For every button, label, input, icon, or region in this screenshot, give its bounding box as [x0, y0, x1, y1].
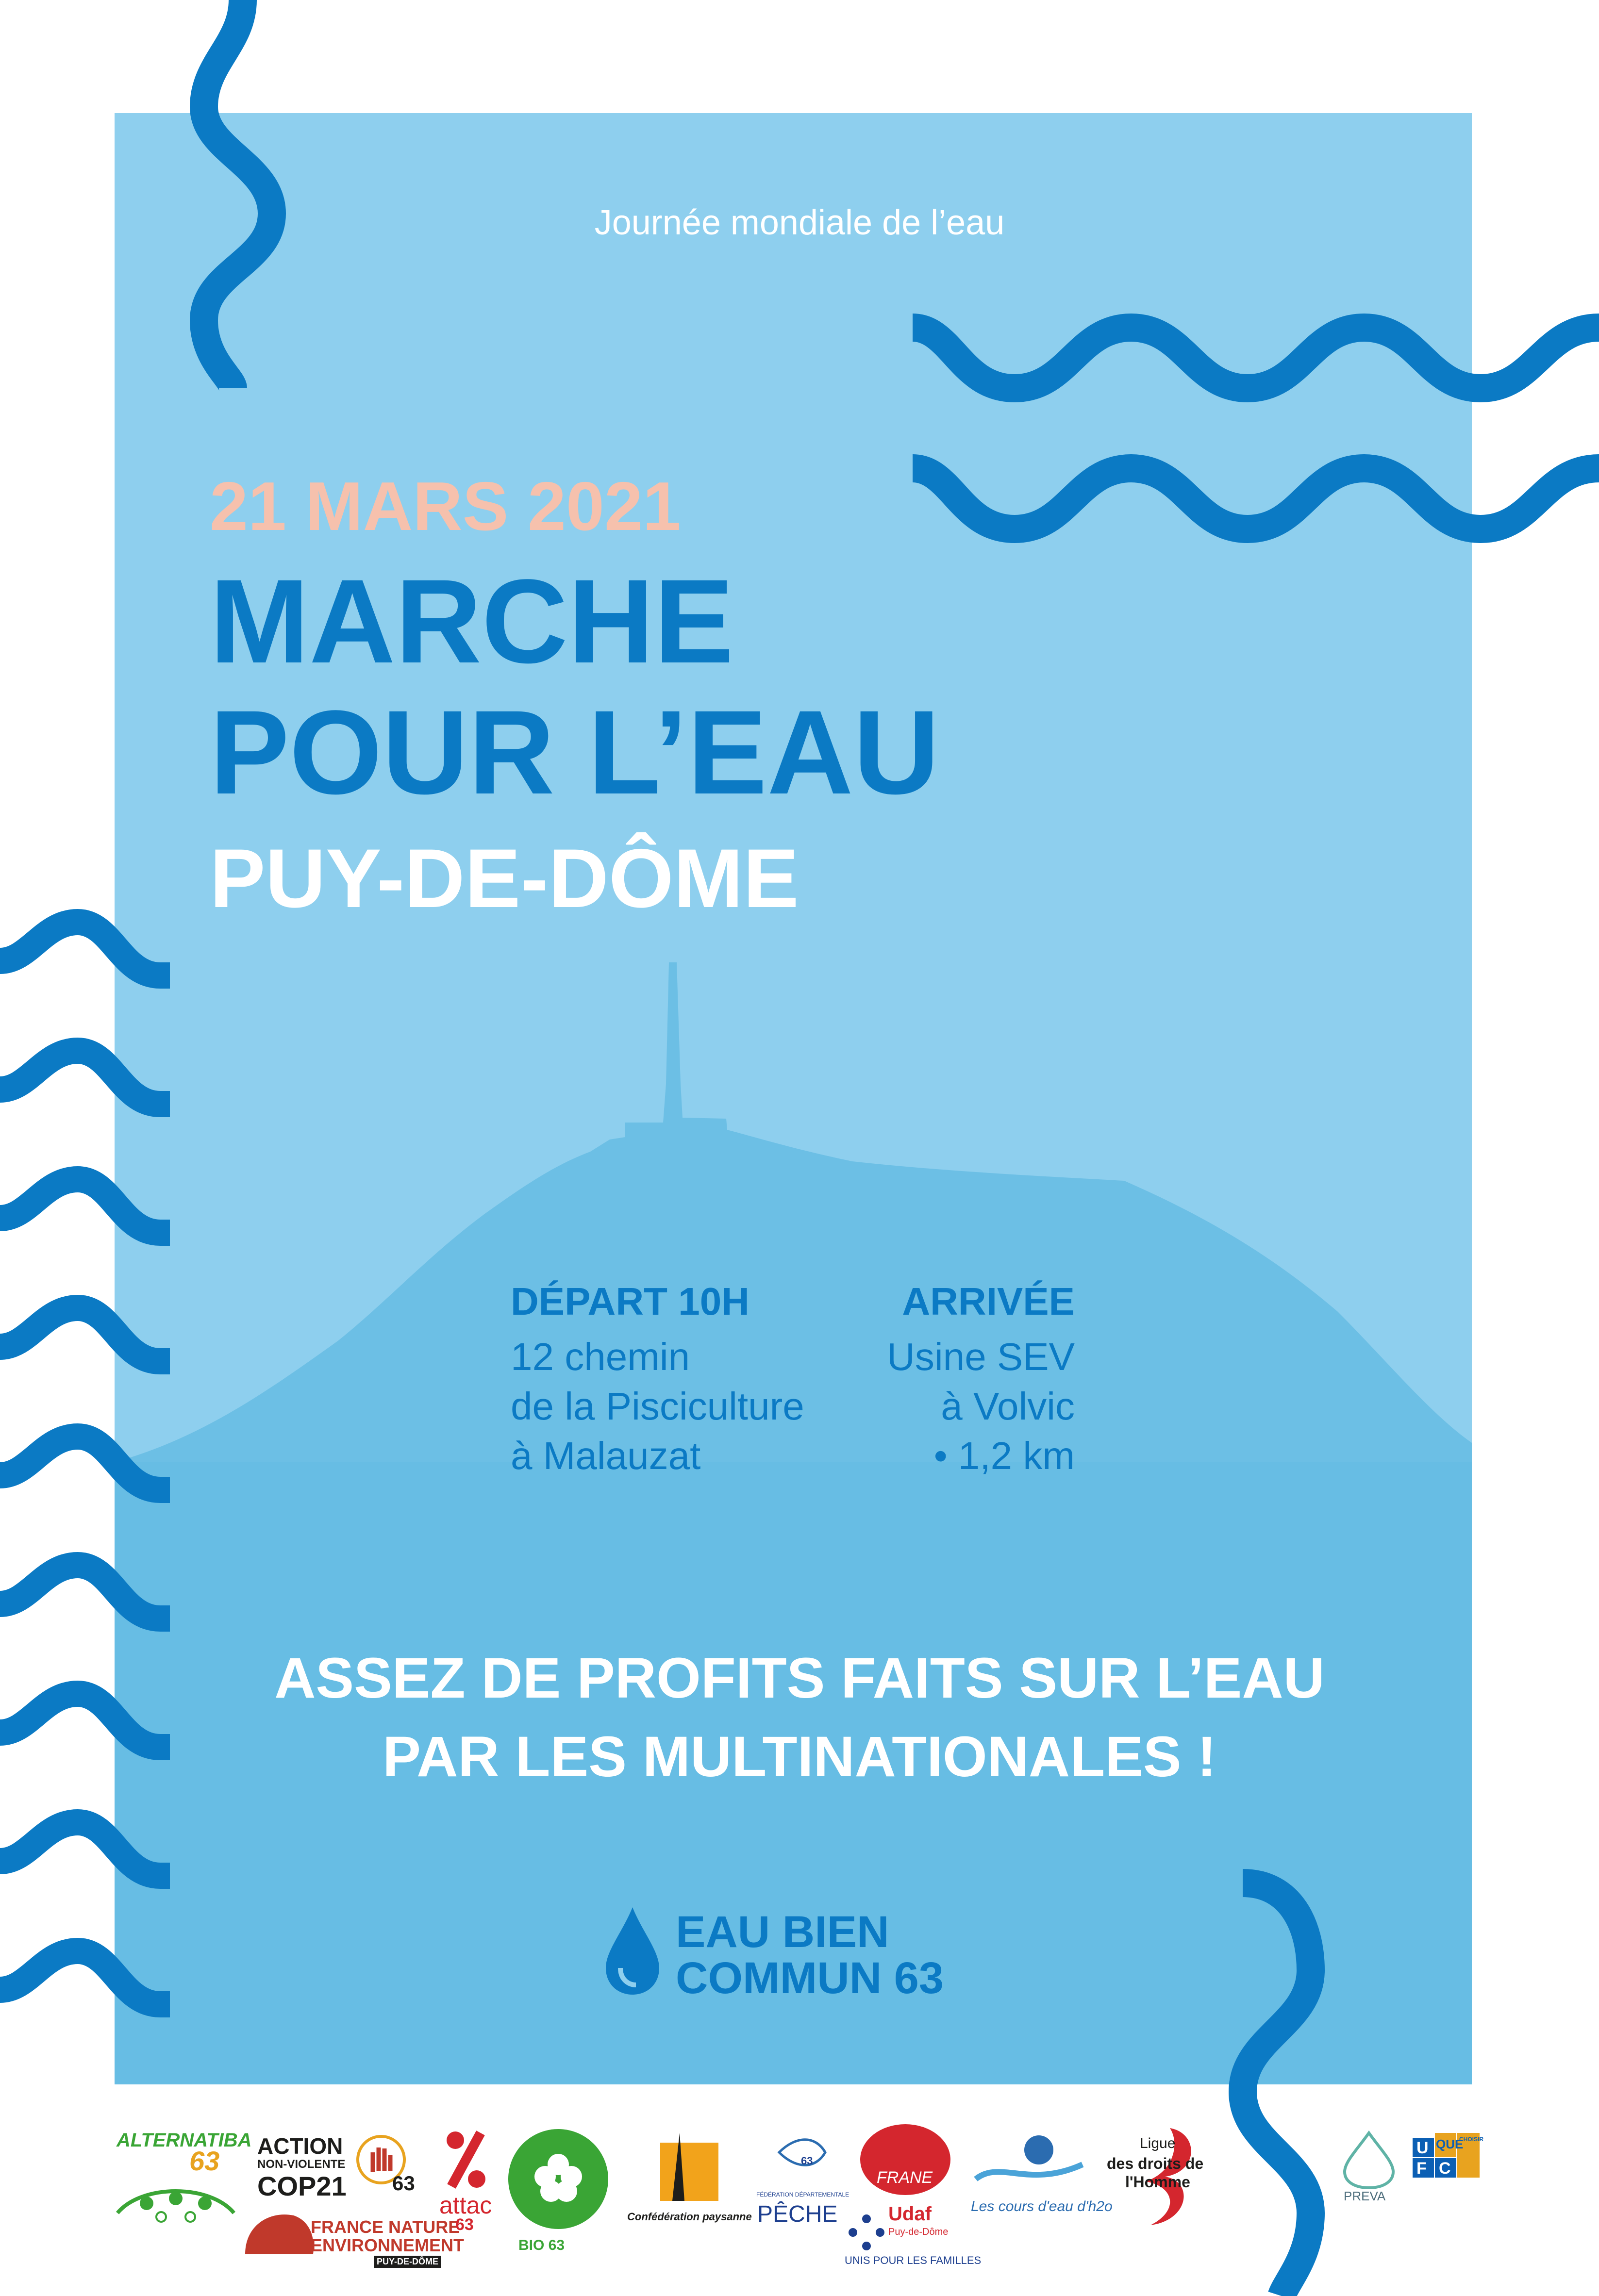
slogan-line-2: PAR LES MULTINATIONALES ! [383, 1725, 1216, 1789]
water-drop-icon [606, 1907, 659, 1995]
brand-line-2: COMMUN 63 [676, 1953, 944, 2003]
ufc-choisir: CHOISIR [1459, 2136, 1484, 2143]
region-title: PUY-DE-DÔME [210, 832, 799, 925]
logo-action-3: COP21 [257, 2171, 347, 2201]
logo-action-4: 63 [392, 2172, 415, 2195]
logo-bio: BIO 63 [518, 2237, 565, 2253]
brand-line-1: EAU BIEN [676, 1907, 889, 1957]
ufc-letter-f: F [1416, 2159, 1427, 2178]
logo-fne-1: FRANCE NATURE [311, 2217, 460, 2237]
hedgehog-icon [240, 2206, 318, 2259]
ufc-letter-c: C [1439, 2159, 1451, 2178]
ufc-logo [1413, 2133, 1484, 2191]
logo-udaf-sub: Puy-de-Dôme [888, 2227, 949, 2237]
arrival-line: à Volvic [941, 1385, 1075, 1428]
logo-alternatiba-number: 63 [189, 2146, 220, 2176]
arrival-title: ARRIVÉE [902, 1280, 1075, 1323]
logo-udaf-tag: UNIS POUR LES FAMILLES [845, 2254, 982, 2266]
logo-action-2: NON-VIOLENTE [257, 2158, 346, 2171]
title-line-1: MARCHE [210, 555, 734, 688]
preva-icon [1342, 2131, 1396, 2189]
arrival-line: • 1,2 km [933, 1434, 1075, 1477]
logo-ldh-2: des droits de [1107, 2155, 1204, 2172]
logo-peche-sub: FÉDÉRATION DÉPARTEMENTALE [756, 2191, 849, 2198]
logo-udaf: Udaf [888, 2203, 932, 2225]
logo-fne-3: PUY-DE-DÔME [374, 2256, 441, 2268]
departure-line: de la Pisciculture [511, 1385, 804, 1428]
confederation-paysanne-icon [650, 2133, 723, 2206]
arrival-line: Usine SEV [887, 1335, 1075, 1378]
logo-attac-number: 63 [455, 2215, 474, 2234]
logo-ldh-3: l'Homme [1125, 2173, 1190, 2191]
logo-alternatiba: ALTERNATIBA [117, 2130, 252, 2151]
ufc-que: QUE [1436, 2137, 1464, 2151]
logo-frane: FRANE [877, 2168, 933, 2187]
departure-line: à Malauzat [511, 1434, 701, 1477]
event-subtitle: Journée mondiale de l’eau [594, 203, 1005, 242]
logo-conf: Confédération paysanne [627, 2211, 752, 2223]
logo-cours-eau: Les cours d'eau d'h2o [971, 2198, 1113, 2214]
logo-action-1: ACTION [257, 2133, 343, 2159]
slogan-line-1: ASSEZ DE PROFITS FAITS SUR L’EAU [274, 1646, 1325, 1710]
ufc-letter-u: U [1416, 2139, 1429, 2157]
logo-ldh-1: Ligue [1140, 2135, 1176, 2151]
logo-peche: PÊCHE [757, 2201, 838, 2227]
title-line-2: POUR L’EAU [210, 686, 940, 819]
departure-line: 12 chemin [511, 1335, 690, 1378]
earth-water-icon [971, 2126, 1087, 2194]
logo-peche-num: 63 [801, 2155, 813, 2167]
logo-preva: PREVA [1344, 2189, 1386, 2203]
udaf-icon [847, 2213, 886, 2252]
event-date: 21 MARS 2021 [210, 468, 681, 545]
alternatiba-cyclists-icon [113, 2169, 239, 2223]
logo-attac: attac [439, 2192, 492, 2219]
bio-flower-icon [507, 2128, 609, 2230]
logo-fne-2: ENVIRONNEMENT [311, 2235, 465, 2255]
departure-title: DÉPART 10H [511, 1280, 750, 1323]
attac-percent-icon [442, 2128, 490, 2191]
